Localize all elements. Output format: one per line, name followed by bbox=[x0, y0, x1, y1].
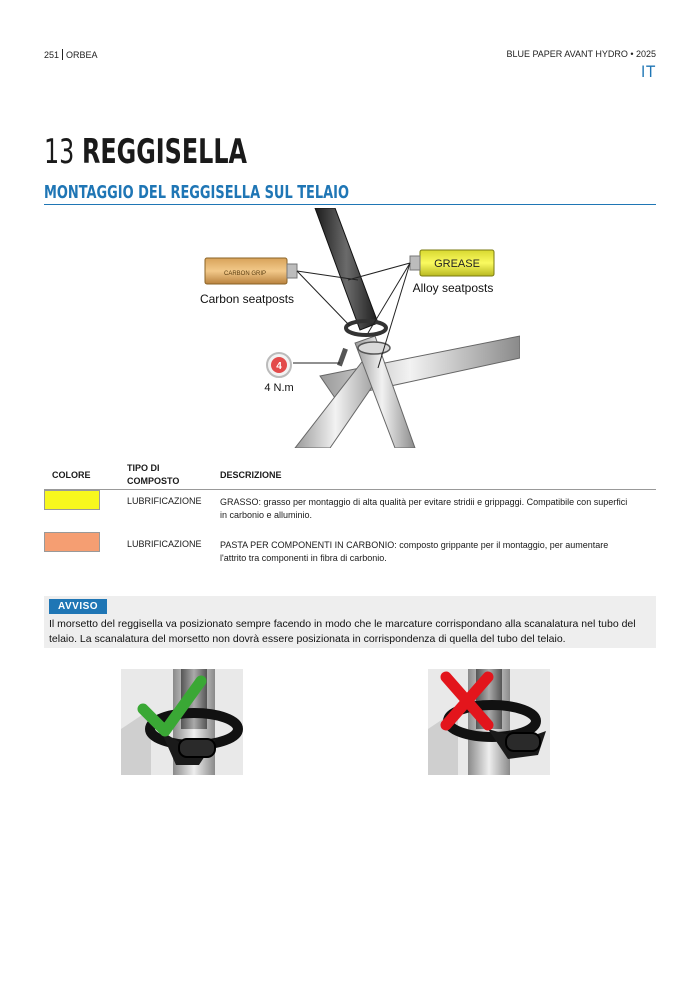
color-swatch-yellow bbox=[44, 490, 100, 510]
table-header-type-line2: COMPOSTO bbox=[127, 476, 180, 486]
alloy-seatposts-caption: Alloy seatposts bbox=[412, 281, 494, 295]
grease-tube-label: GREASE bbox=[434, 258, 480, 270]
table-header-type bbox=[127, 462, 179, 488]
table-header-type-line1: TIPO DI bbox=[127, 463, 160, 473]
section-name: REGGISELLA bbox=[81, 132, 248, 172]
correct-clamp-drawing bbox=[121, 669, 243, 775]
torque-icon bbox=[267, 353, 291, 377]
correct-clamp-image bbox=[121, 669, 243, 775]
section-title bbox=[44, 132, 247, 172]
wrong-clamp-drawing bbox=[428, 669, 550, 775]
grease-tube bbox=[410, 250, 494, 276]
seatpost-diagram bbox=[190, 208, 520, 448]
page-number: 251 bbox=[44, 49, 60, 60]
language-code: IT bbox=[640, 62, 656, 81]
document-title: BLUE PAPER AVANT HYDRO • 2025 bbox=[506, 49, 656, 59]
wrong-clamp-image bbox=[428, 669, 550, 775]
table-header-rule bbox=[44, 489, 656, 490]
brand-name: ORBEA bbox=[66, 49, 98, 60]
description-line: in carbonio e alluminio. bbox=[220, 510, 313, 520]
seatpost-diagram-drawing bbox=[190, 208, 520, 448]
notice-badge: AVVISO bbox=[49, 599, 107, 614]
description-line: l'attrito tra componenti in fibra di carbonio. bbox=[220, 553, 387, 563]
table-row-type: LUBRIFICAZIONE bbox=[127, 539, 202, 549]
subtitle-rule bbox=[44, 204, 656, 205]
table-row-description bbox=[220, 539, 656, 565]
notice-line: Il morsetto del reggisella va posizionato sempre facendo in modo che le marcature corrispondano alla scanalatura nel tubo del bbox=[49, 618, 636, 630]
table-header-description: DESCRIZIONE bbox=[220, 470, 282, 480]
description-line: GRASSO: grasso per montaggio di alta qualità per evitare stridii e grippaggi. Compatibile con superfici bbox=[220, 497, 628, 507]
compound-table bbox=[44, 458, 656, 580]
table-row-description bbox=[220, 496, 656, 522]
carbon-seatposts-caption: Carbon seatposts bbox=[199, 292, 295, 306]
section-number: 13 bbox=[44, 132, 75, 172]
notice-line: telaio. La scanalatura del morsetto non dovrà essere posizionata in corrispondenza di quella del tubo del telaio. bbox=[49, 633, 566, 645]
page-header-left bbox=[44, 49, 98, 60]
color-swatch-orange bbox=[44, 532, 100, 552]
table-header-color: COLORE bbox=[52, 470, 91, 480]
header-divider bbox=[62, 49, 63, 60]
description-line: PASTA PER COMPONENTI IN CARBONIO: composto grippante per il montaggio, per aumentare bbox=[220, 540, 609, 550]
carbon-paste-tube bbox=[205, 258, 297, 284]
table-row-type: LUBRIFICAZIONE bbox=[127, 496, 202, 506]
carbon-tube-label: CARBON GRIP bbox=[223, 271, 267, 277]
torque-value: 4 N.m bbox=[264, 382, 294, 394]
section-subtitle: MONTAGGIO DEL REGGISELLA SUL TELAIO bbox=[44, 182, 350, 203]
torque-badge-number: 4 bbox=[276, 361, 282, 372]
notice-text bbox=[49, 617, 654, 647]
